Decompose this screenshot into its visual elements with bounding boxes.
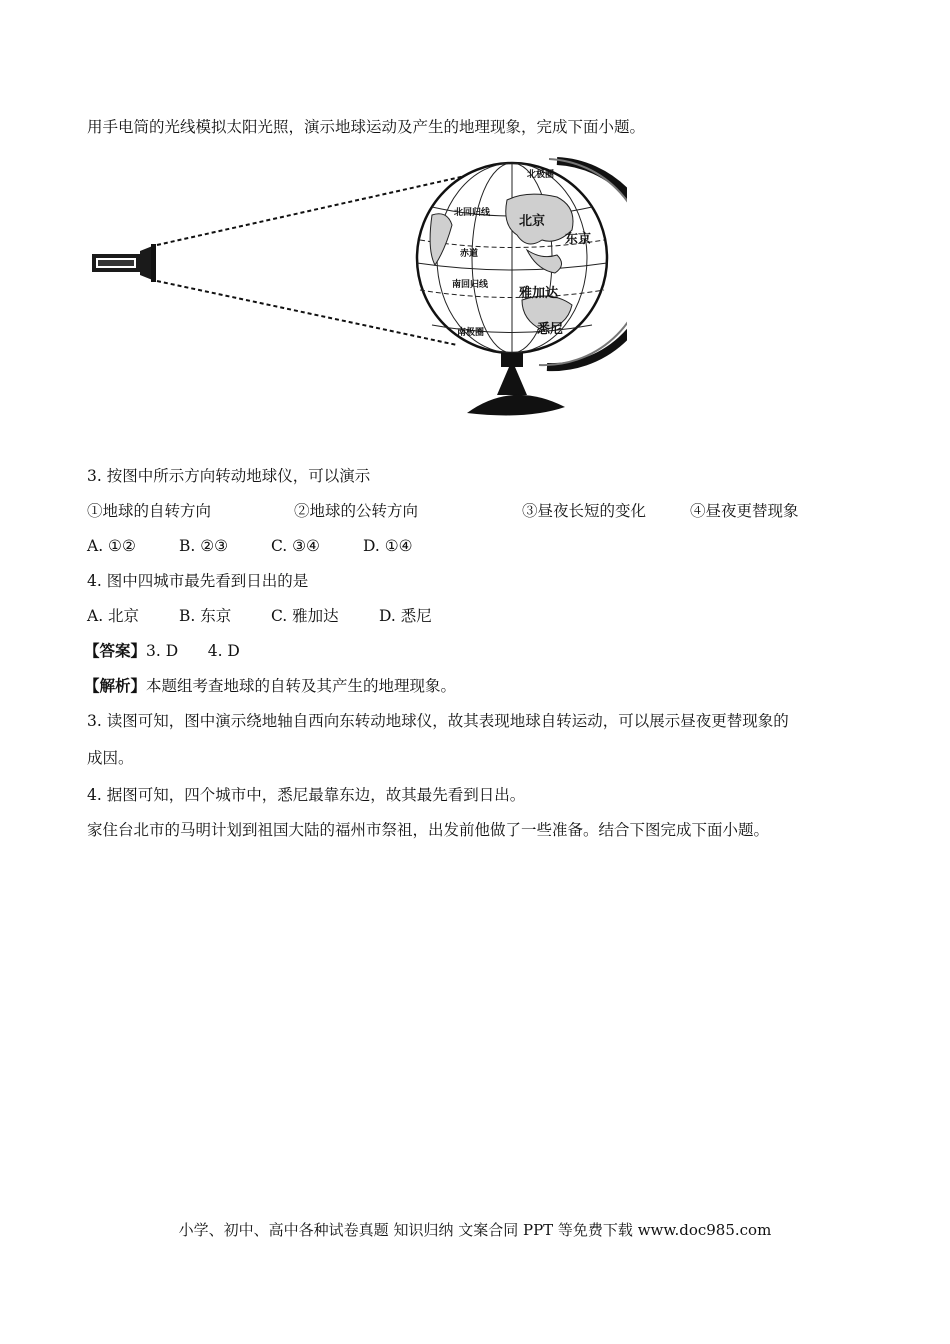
label-equator: 赤道 bbox=[460, 249, 479, 259]
answer-line bbox=[84, 640, 240, 662]
q3-item-2: ②地球的公转方向 bbox=[294, 502, 419, 520]
answer-tag: 【答案】 bbox=[84, 641, 147, 660]
label-tokyo: 东京 bbox=[565, 232, 592, 247]
flashlight-icon bbox=[92, 244, 156, 282]
label-beijing: 北京 bbox=[519, 214, 546, 229]
label-south-arctic: 南极圈 bbox=[457, 328, 485, 338]
analysis-text: 本题组考查地球的自转及其产生的地理现象。 bbox=[146, 677, 457, 695]
q3-item-1: ①地球的自转方向 bbox=[87, 502, 212, 520]
globe-flashlight-figure bbox=[87, 155, 627, 430]
label-tropic-north: 北回归线 bbox=[454, 208, 491, 218]
analysis-p3-line2: 成因。 bbox=[87, 749, 134, 767]
analysis-tag: 【解析】 bbox=[84, 676, 147, 695]
label-tropic-south: 南回归线 bbox=[452, 280, 489, 290]
label-jakarta: 雅加达 bbox=[519, 286, 559, 301]
q4-choice-a: A. 北京 bbox=[87, 607, 140, 625]
q3-choice-a: A. ①② bbox=[87, 537, 136, 555]
analysis-p4: 4. 据图可知，四个城市中，悉尼最靠东边，故其最先看到日出。 bbox=[87, 786, 526, 804]
q3-choice-c: C. ③④ bbox=[271, 537, 320, 555]
globe-icon bbox=[417, 159, 627, 415]
q3-choice-b: B. ②③ bbox=[179, 537, 229, 555]
q4-stem: 4. 图中四城市最先看到日出的是 bbox=[87, 572, 309, 590]
page-footer: 小学、初中、高中各种试卷真题 知识归纳 文案合同 PPT 等免费下载 www.doc985.com bbox=[178, 1221, 772, 1239]
next-intro-text: 家住台北市的马明计划到祖国大陆的福州市祭祖，出发前他做了一些准备。结合下图完成下面小题。 bbox=[87, 821, 770, 839]
analysis-line bbox=[84, 675, 456, 697]
q3-item-4: ④昼夜更替现象 bbox=[690, 502, 799, 520]
q4-choice-b: B. 东京 bbox=[179, 607, 232, 625]
analysis-p3-line1: 3. 读图可知，图中演示绕地轴自西向东转动地球仪，故其表现地球自转运动，可以展示昼夜更替现象的 bbox=[87, 712, 789, 730]
label-sydney: 悉尼 bbox=[537, 322, 564, 337]
answer-text: 3. D 4. D bbox=[146, 642, 240, 660]
intro-text: 用手电筒的光线模拟太阳光照，演示地球运动及产生的地理现象，完成下面小题。 bbox=[87, 118, 646, 136]
q3-items bbox=[87, 500, 799, 522]
q3-choices bbox=[87, 535, 413, 557]
label-north-arctic: 北极圈 bbox=[527, 170, 555, 180]
q4-choice-c: C. 雅加达 bbox=[271, 607, 339, 625]
q4-choices bbox=[87, 605, 432, 627]
q4-choice-d: D. 悉尼 bbox=[379, 607, 432, 625]
q3-item-3: ③昼夜长短的变化 bbox=[522, 502, 647, 520]
q3-stem: 3. 按图中所示方向转动地球仪，可以演示 bbox=[87, 467, 371, 485]
q3-choice-d: D. ①④ bbox=[363, 537, 413, 555]
